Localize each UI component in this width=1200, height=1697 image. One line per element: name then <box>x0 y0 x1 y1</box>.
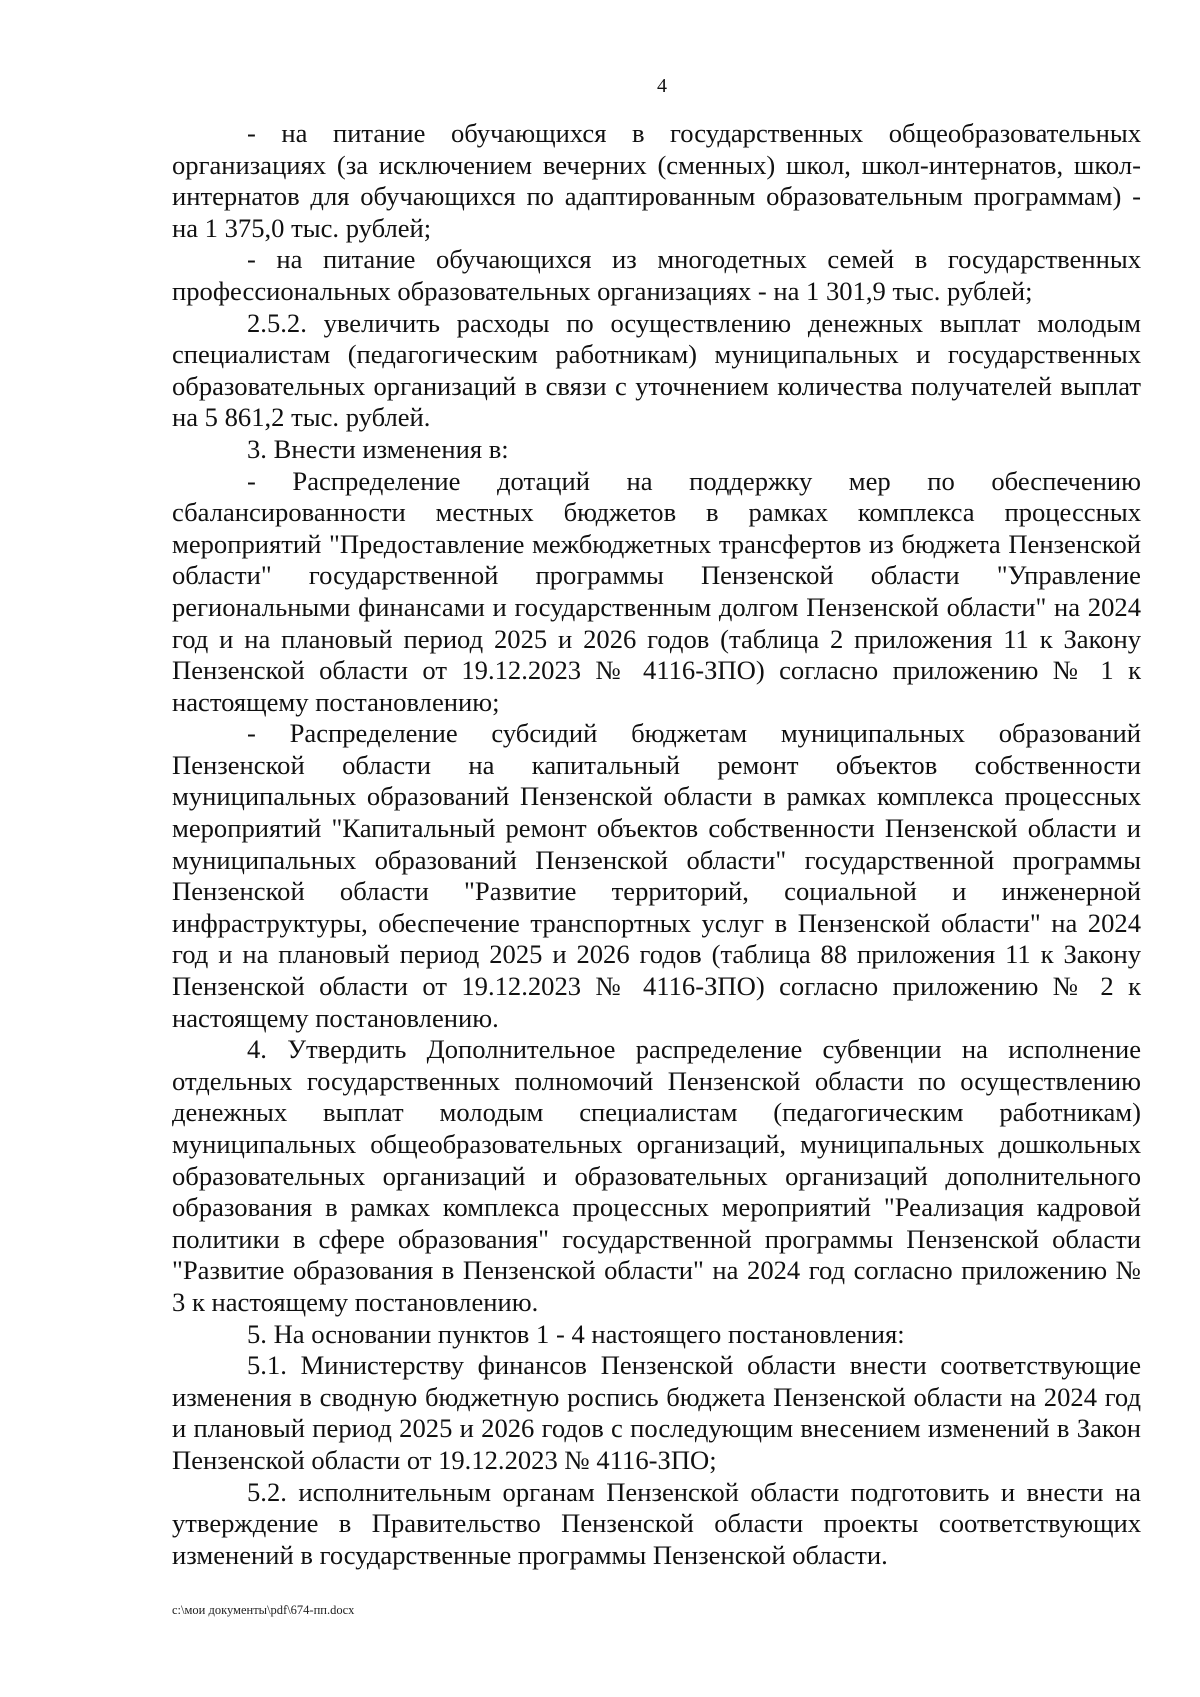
paragraph-5: 5. На основании пунктов 1 - 4 настоящего постановления: <box>247 1318 905 1349</box>
document-body <box>172 118 1141 1571</box>
paragraph-meals-large-families: - на питание обучающихся из многодетных семей в государственных профессиональных образовательных организациях - на 1 301,9 тыс. рублей; <box>172 244 1141 306</box>
paragraph-3-subsidies-balance: - Распределение дотаций на поддержку мер по обеспечению сбалансированности местных бюджетов в рамках комплекса процессных мероприятий "Предоставление межбюджетных трансфертов из бюджета Пензенской области" государственной программы Пензенской области "Управление региональными финансами и государственным долгом Пензенской области" на 2024 год и на плановый период 2025 и 2026 годов (таблица 2 приложения 11 к Закону Пензенской области от 19.12.2023 № 4116-ЗПО) согласно приложению № 1 к настоящему постановлению; <box>172 465 1141 717</box>
paragraph-2-5-2: 2.5.2. увеличить расходы по осуществлению денежных выплат молодым специалистам (педагогическим работникам) муниципальных и государственных образовательных организаций в связи с уточнением количества получателей выплат на 5 861,2 тыс. рублей. <box>172 307 1141 433</box>
paragraph-5-1: 5.1. Министерству финансов Пензенской области внести соответствующие изменения в сводную бюджетную роспись бюджета Пензенской области на 2024 год и плановый период 2025 и 2026 годов с последующим внесением изменений в Закон Пензенской области от 19.12.2023 № 4116-ЗПО; <box>172 1350 1141 1475</box>
paragraph-meals-general-education: - на питание обучающихся в государственных общеобразовательных организациях (за исключением вечерних (сменных) школ, школ-интернатов, школ-интернатов для обучающихся по адаптированным образовательным программам) - на 1 375,0 тыс. рублей; <box>172 118 1141 243</box>
footer-file-path: c:\мои документы\pdf\674-пп.docx <box>172 1603 355 1617</box>
paragraph-3-subsidies-capital-repair: - Распределение субсидий бюджетам муниципальных образований Пензенской области на капитальный ремонт объектов собственности муниципальных образований Пензенской области в рамках комплекса процессных мероприятий "Капитальный ремонт объектов собственности Пензенской области и муниципальных образований Пензенской области" государственной программы Пензенской области "Развитие территорий, социальной и инженерной инфраструктуры, обеспечение транспортных услуг в Пензенской области" на 2024 год и на плановый период 2025 и 2026 годов (таблица 88 приложения 11 к Закону Пензенской области от 19.12.2023 № 4116-ЗПО) согласно приложению № 2 к настоящему постановлению. <box>172 718 1141 1033</box>
paragraph-3: 3. Внести изменения в: <box>247 433 509 464</box>
paragraph-5-2: 5.2. исполнительным органам Пензенской области подготовить и внести на утверждение в Правительство Пензенской области проекты соответствующих изменений в государственные программы Пензенской области. <box>172 1476 1141 1570</box>
page-number: 4 <box>657 75 667 97</box>
paragraph-4: 4. Утвердить Дополнительное распределение субвенции на исполнение отдельных государственных полномочий Пензенской области по осуществлению денежных выплат молодым специалистам (педагогическим работникам) муниципальных общеобразовательных организаций, муниципальных дошкольных образовательных организаций и образовательных организаций дополнительного образования в рамках комплекса процессных мероприятий "Реализация кадровой политики в сфере образования" государственной программы Пензенской области "Развитие образования в Пензенской области" на 2024 год согласно приложению № 3 к настоящему постановлению. <box>172 1034 1141 1317</box>
